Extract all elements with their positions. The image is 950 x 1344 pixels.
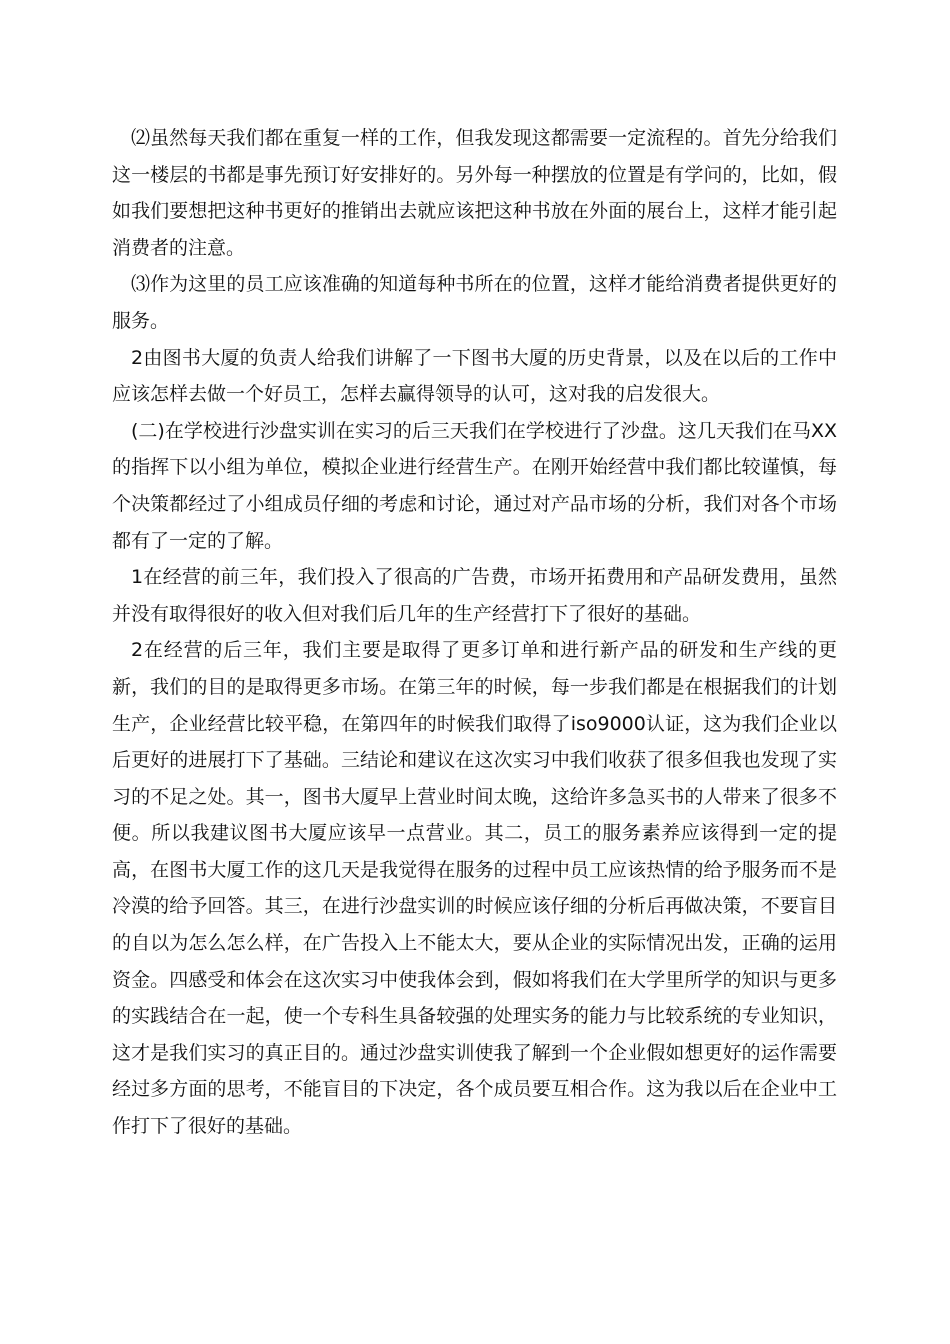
paragraph-sandbox-training: (二)在学校进行沙盘实训在实习的后三天我们在学校进行了沙盘。这几天我们在马XX的指挥下以小组为单位，模拟企业进行经营生产。在刚开始经营中我们都比较谨慎，每个决策都经过了小组成员仔细的考虑和讨论，通过对产品市场的分析，我们对各个市场都有了一定的了解。 [112,419,837,552]
paragraph-workflow: ⑵虽然每天我们都在重复一样的工作，但我发现这都需要一定流程的。首先分给我们这一楼层的书都是事先预订好安排好的。另外每一种摆放的位置是有学问的，比如，假如我们要想把这种书更好的推销出去就应该把这种书放在外面的展台上，这样才能引起消费者的注意。 [112,127,837,259]
paragraph-book-location: ⑶作为这里的员工应该准确的知道每种书所在的位置，这样才能给消费者提供更好的服务。 [112,273,837,332]
document-body [112,120,837,1145]
paragraph-first-three-years: 1在经营的前三年，我们投入了很高的广告费，市场开拓费用和产品研发费用，虽然并没有取得很好的收入但对我们后几年的生产经营打下了很好的基础。 [112,566,837,625]
paragraph-last-three-years-conclusion: 2在经营的后三年，我们主要是取得了更多订单和进行新产品的研发和生产线的更新，我们的目的是取得更多市场。在第三年的时候，每一步我们都是在根据我们的计划生产，企业经营比较平稳，在第四年的时候我们取得了iso9000认证，这为我们企业以后更好的进展打下了基础。三结论和建议在这次实习中我们收获了很多但我也发现了实习的不足之处。其一，图书大厦早上营业时间太晚，这给许多急买书的人带来了很多不便。所以我建议图书大厦应该早一点营业。其二，员工的服务素养应该得到一定的提高，在图书大厦工作的这几天是我觉得在服务的过程中员工应该热情的给予服务而不是冷漠的给予回答。其三，在进行沙盘实训的时候应该仔细的分析后再做决策，不要盲目的自以为怎么怎么样，在广告投入上不能太大，要从企业的实际情况出发，正确的运用资金。四感受和体会在这次实习中使我体会到，假如将我们在大学里所学的知识与更多的实践结合在一起，使一个专科生具备较强的处理实务的能力与比较系统的专业知识，这才是我们实习的真正目的。通过沙盘实训使我了解到一个企业假如想更好的运作需要经过多方面的思考，不能盲目的下决定，各个成员要互相合作。这为我以后在企业中工作打下了很好的基础。 [112,639,837,1138]
paragraph-history-briefing: 2由图书大厦的负责人给我们讲解了一下图书大厦的历史背景，以及在以后的工作中应该怎样去做一个好员工，怎样去赢得领导的认可，这对我的启发很大。 [112,346,837,406]
